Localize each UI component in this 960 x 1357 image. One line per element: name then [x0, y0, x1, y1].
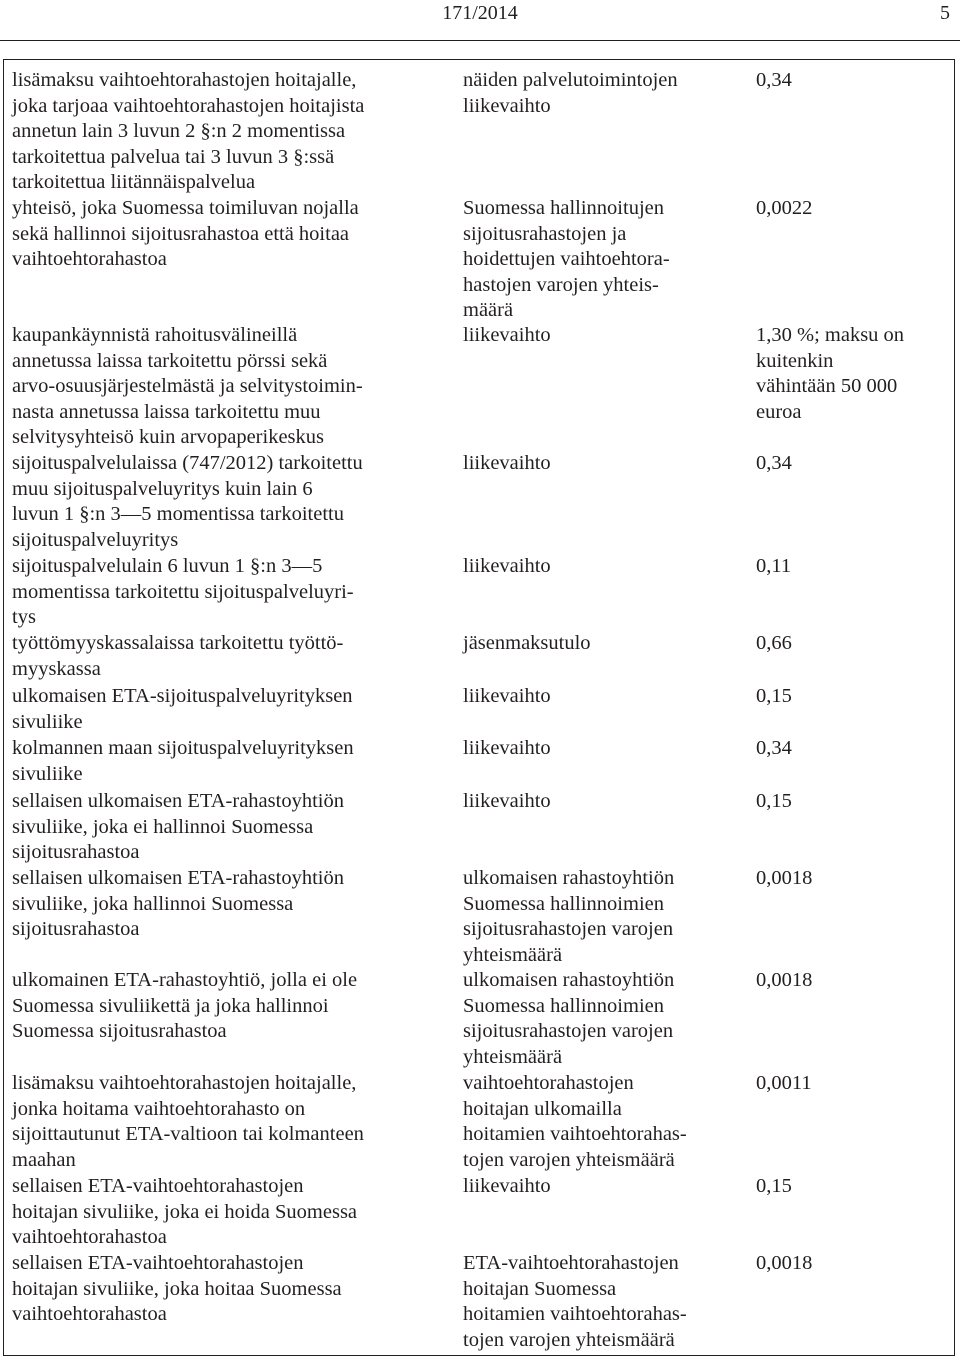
row-12-rate: 0,0011	[756, 1072, 812, 1094]
row-7-target: ulkomaisen ETA-sijoituspalveluyrityksen sivuliike	[12, 685, 353, 733]
row-5-target: sijoituspalvelulain 6 luvun 1 §:n 3—5 momentissa tarkoitettu sijoituspalveluyri- tys	[12, 555, 354, 628]
row-13-target: sellaisen ETA-vaihtoehtorahastojen hoitajan sivuliike, joka ei hoida Suomessa vaihtoehtorahastoa	[12, 1175, 358, 1248]
row-3-basis: liikevaihto	[463, 324, 551, 346]
row-4-target: sijoituspalvelulaissa (747/2012) tarkoitettu muu sijoituspalveluyritys kuin lain 6 luvun 1 §:n 3—5 momentissa tarkoitettu sijoituspalveluyritys	[12, 452, 363, 551]
row-1-target: lisämaksu vaihtoehtorahastojen hoitajalle, joka tarjoaa vaihtoehtorahastojen hoitajista annetun lain 3 luvun 2 §:n 2 momentissa tarkoitettua palvelua tai 3 luvun 3 §:ssä tarkoitettua liitännäispalvelua	[12, 69, 365, 193]
row-5-rate: 0,11	[756, 555, 792, 577]
row-11-target: ulkomainen ETA-rahastoyhtiö, jolla ei ole Suomessa sivuliikettä ja joka hallinnoi Suomessa sijoitusrahastoa	[12, 969, 358, 1042]
row-4-basis: liikevaihto	[463, 452, 551, 474]
row-11-basis: ulkomaisen rahastoyhtiön Suomessa hallinnoimien sijoitusrahastojen varojen yhteismäärä	[463, 969, 675, 1068]
row-4-rate: 0,34	[756, 452, 792, 474]
row-8-basis: liikevaihto	[463, 737, 551, 759]
row-12-target: lisämaksu vaihtoehtorahastojen hoitajalle, jonka hoitama vaihtoehtorahasto on sijoittautunut ETA-valtioon tai kolmanteen maahan	[12, 1072, 364, 1171]
row-2-basis: Suomessa hallinnoitujen sijoitusrahastojen ja hoidettujen vaihtoehtora- hastojen varojen yhteis- määrä	[463, 197, 670, 321]
row-6-basis: jäsenmaksutulo	[463, 632, 591, 654]
issue-number: 171/2014	[442, 2, 518, 24]
row-8-rate: 0,34	[756, 737, 792, 759]
page-number: 5	[940, 2, 950, 24]
row-10-basis: ulkomaisen rahastoyhtiön Suomessa hallinnoimien sijoitusrahastojen varojen yhteismäärä	[463, 867, 675, 966]
row-1-rate: 0,34	[756, 69, 792, 91]
row-5-basis: liikevaihto	[463, 555, 551, 577]
row-8-target: kolmannen maan sijoituspalveluyrityksen sivuliike	[12, 737, 354, 785]
row-10-target: sellaisen ulkomaisen ETA-rahastoyhtiön sivuliike, joka hallinnoi Suomessa sijoitusrahastoa	[12, 867, 344, 940]
row-14-basis: ETA-vaihtoehtorahastojen hoitajan Suomessa hoitamien vaihtoehtorahas- tojen varojen yhteismäärä	[463, 1252, 687, 1351]
row-7-basis: liikevaihto	[463, 685, 551, 707]
row-10-rate: 0,0018	[756, 867, 813, 889]
row-13-rate: 0,15	[756, 1175, 792, 1197]
row-7-rate: 0,15	[756, 685, 792, 707]
row-3-target: kaupankäynnistä rahoitusvälineillä annetussa laissa tarkoitettu pörssi sekä arvo-osuusjärjestelmästä ja selvitystoimin- nasta annetussa laissa tarkoitettu muu selvitysyhteisö kuin arvopaperikeskus	[12, 324, 363, 448]
row-9-rate: 0,15	[756, 790, 792, 812]
row-12-basis: vaihtoehtorahastojen hoitajan ulkomailla hoitamien vaihtoehtorahas- tojen varojen yhteismäärä	[463, 1072, 687, 1171]
row-9-target: sellaisen ulkomaisen ETA-rahastoyhtiön sivuliike, joka ei hallinnoi Suomessa sijoitusrahastoa	[12, 790, 344, 863]
row-2-target: yhteisö, joka Suomessa toimiluvan nojalla sekä hallinnoi sijoitusrahastoa että hoitaa vaihtoehtorahastoa	[12, 197, 359, 270]
row-1-basis: näiden palvelutoimintojen liikevaihto	[463, 69, 678, 117]
row-9-basis: liikevaihto	[463, 790, 551, 812]
row-14-rate: 0,0018	[756, 1252, 813, 1274]
row-14-target: sellaisen ETA-vaihtoehtorahastojen hoitajan sivuliike, joka hoitaa Suomessa vaihtoehtorahastoa	[12, 1252, 342, 1325]
row-6-target: työttömyyskassalaissa tarkoitettu työttö- myyskassa	[12, 632, 344, 680]
row-13-basis: liikevaihto	[463, 1175, 551, 1197]
row-3-rate: 1,30 %; maksu on kuitenkin vähintään 50 000 euroa	[756, 324, 905, 423]
row-11-rate: 0,0018	[756, 969, 813, 991]
row-2-rate: 0,0022	[756, 197, 813, 219]
row-6-rate: 0,66	[756, 632, 792, 654]
